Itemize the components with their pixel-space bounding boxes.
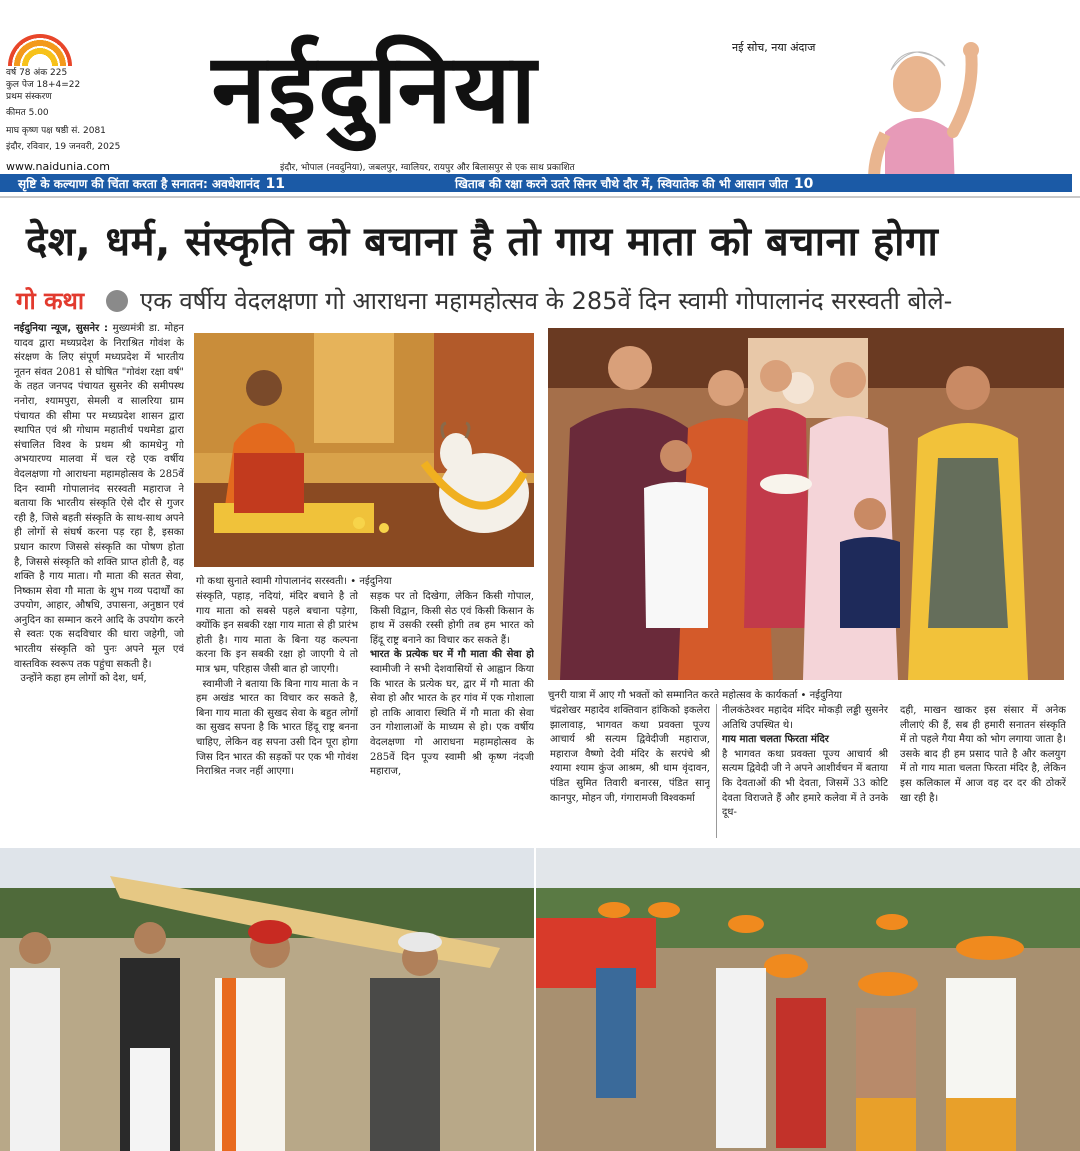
column-2b-paragraph: स्वामीजी ने सभी देशवासियों से आह्वान किया कि भारत के प्रत्येक घर, द्वार में गौ माता की सेवा हो और भारत के हर गांव में एक गोशाला हो ताकि आवारा स्थिति में गौ माता की सेवा उन गोशालाओं के माध्यम से हो। एक वर्षीय वेदलक्षणा गो आराधना महामहोत्सव के 285वें दिन पूज्य स्वामी श्री कृष्ण नंदजी महाराज,	[370, 663, 534, 778]
article-column-2b	[370, 590, 534, 842]
price-label: कीमत 5.00	[6, 108, 49, 118]
column-1-tail: उन्होंने कहा हम लोगों को देश, धर्म,	[20, 673, 147, 685]
panchang-label: माघ कृष्ण पक्ष षष्ठी सं. 2081	[6, 126, 106, 136]
byline: नईदुनिया न्यूज, सुसनेर :	[14, 323, 109, 334]
column-4-paragraph: है भागवत कथा प्रवक्ता पूज्य आचार्य श्री सत्यम द्विवेदी जी ने अपने आशीर्वचन में बताया कि देवताओं की भी देवता, जिसमें 33 कोटि देवता विराजते हैं और हमारे कलेवा में ते उनके दूध-	[722, 748, 888, 819]
published-from: इंदौर, भोपाल (नवदुनिया), जबलपुर, ग्वालियर, रायपुर और बिलासपुर से एक साथ प्रकाशित	[280, 163, 575, 173]
teaser-left[interactable]	[18, 175, 285, 192]
tagline: नई सोच, नया अंदाज	[732, 41, 816, 54]
photo-2-caption: चुनरी यात्रा में आए गौ भक्तों को सम्मानित करते महोत्सव के कार्यकर्ता • नईदुनिया	[548, 690, 842, 701]
article-column-1	[14, 322, 184, 842]
dateline: इंदौर, रविवार, 19 जनवरी, 2025	[6, 142, 121, 152]
photo-felicitation	[548, 328, 1064, 680]
teaser-left-page: 11	[265, 176, 285, 192]
teaser-right[interactable]	[455, 175, 813, 192]
year-issue: वर्ष 78 अंक 225	[6, 68, 68, 78]
newspaper-title: नईदुनिया	[211, 33, 539, 145]
article-kicker: गो कथा	[16, 287, 85, 315]
column-rule	[716, 704, 717, 838]
article-column-4	[722, 704, 888, 842]
sun-logo-icon	[8, 34, 72, 66]
photo-swami-katha	[194, 333, 534, 567]
column-2b-text: सड़क पर तो दिखेगा, लेकिन किसी गोपाल, किसी विद्वान, किसी सेठ एवं किसी किसान के हाथ में उसकी रस्सी होगी तब हम भारत को हिंदू राष्ट्र बनाने का विचार कर सकते हैं।	[370, 591, 534, 646]
teaser-right-page: 10	[793, 176, 814, 192]
article-subhead: एक वर्षीय वेदलक्षणा गो आराधना महामहोत्सव के 285वें दिन स्वामी गोपालानंद सरस्वती बोले-	[140, 287, 953, 315]
teaser-right-text: खिताब की रक्षा करने उतरे सिनर चौथे दौर में, स्वियातेक की भी आसान जीत	[455, 177, 788, 191]
column-5-text: दही, माखन खाकर इस संसार में अनेक लीलाएं की हैं, सब ही हमारी सनातन संस्कृति में तो पहले गैया मैया को भोग लगाया जाता है। उसके बाद ही हम प्रसाद पाते है और कलयुग में तो गाय माता चलता फिरता मंदिर है, लेकिन इस कलिकाल में आज वह दर दर की ठोकरें खा रही है।	[900, 705, 1066, 804]
column-2b-subhead: भारत के प्रत्येक घर में गौ माता की सेवा हो	[370, 649, 534, 661]
edition-label: प्रथम संस्करण	[6, 92, 52, 102]
masthead-player-photo	[855, 22, 995, 190]
website-link[interactable]: www.naidunia.com	[6, 160, 110, 173]
column-1-text: मुख्यमंत्री डा. मोहन यादव द्वारा मध्यप्रदेश के निराश्रित गोवंश के संरक्षण के लिए संपूर्ण मध्यप्रदेश में भारतीय नूतन संवत 2081 से घोषित "गोवंश रक्षा वर्ष" के तहत जनपद पंचायत सुसनेर की समीपस्थ ननोरा, श्यामपुरा, सेमली व सालरिया ग्राम पंचायत की सीमा पर मध्यप्रदेश शासन द्वारा स्थापित एवं श्री गोधाम महातीर्थ पथमेडा द्वारा संचालित विश्व के प्रथम श्री कामधेनु गो अभयारण्य मालवा में चल रहे एक वर्षीय वेदलक्षणा गो आराधना महामहोत्सव के 285वें दिन स्वामी गोपालानंद सरस्वती महाराज ने बताया कि भारतीय संस्कृति ऐसे दौर से गुजर रही है, जिसे बहती संस्कृति के साथ-साथ अपने ही लोगों से संघर्ष करना पड़ रहा है, इसका प्रधान कारण जिससे संस्कृति का पोषण होता है, जिससे संस्कृति को शक्ति प्राप्त होती है, वह शक्ति है गाय माता। गौ माता की सतत सेवा, निष्काम सेवा गौ माता के शुभ गव्य पदार्थों का उपयोग, आहार, औषधि, उपासना, अनुष्ठान एवं अनुदिन का सम्मान करने आदि के उपयोग करने से स्वतः एक सदविचार की धारा जहेगी, जो भारतीय संस्कृति को पुनः अपने मूल एवं वास्तविक स्वरूप तक पहुंचा सकती है।	[14, 323, 184, 670]
article-column-3	[550, 704, 710, 842]
divider	[0, 196, 1080, 198]
page-count: कुल पेज 18+4=22	[6, 80, 81, 90]
column-4-subhead: गाय माता चलता फिरता मंदिर	[722, 734, 829, 746]
bullet-dot-icon	[106, 290, 128, 312]
photo-1-caption: गो कथा सुनाते स्वामी गोपालानंद सरस्वती। • नईदुनिया	[196, 576, 392, 587]
column-2a-text: संस्कृति, पहाड़, नदियां, मंदिर बचाने है तो गाय माता को सबसे पहले बचाना पड़ेगा, क्योंकि इन सबकी रक्षा गाय माता से ही प्रारंभ होती है। गाय माता के बिना यह कल्पना करना कि इन सबकी रक्षा हो जाएगी ये तो मात्र भ्रम, परिहास जैसी बात हो जाएगी।	[196, 591, 358, 675]
article-headline: देश, धर्म, संस्कृति को बचाना है तो गाय माता को बचाना होगा	[26, 219, 939, 265]
photo-procession	[536, 848, 1080, 1151]
column-4-text: नीलकंठेश्वर महादेव मंदिर मोकड़ी लड्डी सुसनेर अतिथि उपस्थित थे।	[722, 705, 888, 731]
photo-chunari-yatra	[0, 848, 534, 1151]
article-column-2a	[196, 590, 358, 842]
column-2a-paragraph: स्वामीजी ने बताया कि बिना गाय माता के न हम अखंड भारत का विचार कर सकते है, बिना गाय माता की सुखद सेवा के बहुत लोगों का सुखद सपना है कि भारत हिंदू राष्ट्र बनना चाहिए, लेकिन वह सपना उसी दिन पूरा होगा जिस दिन भारत की सड़कों पर एक भी गोवंश निराश्रित नजर नहीं आएगा।	[196, 678, 358, 778]
article-column-5	[900, 704, 1066, 842]
column-3-text: चंद्रशेखर महादेव शक्तिवान हांकिको इकलेरा झालावाड़, भागवत कथा प्रवक्ता पूज्य आचार्य श्री सत्यम द्विवेदीजी महाराज, महाराज वैष्णो देवी मंदिर के सरपंचे श्री श्यामा श्याम कुंज आश्रम, श्री धाम वृंदावन, पंडित सुमित तिवारी बनारस, पंडित सानू कानपुर, मोहन जी, गंगारामजी विश्वकर्मा	[550, 705, 710, 804]
teaser-left-text: सृष्टि के कल्याण की चिंता करता है सनातन: अवधेशानंद	[18, 177, 260, 191]
